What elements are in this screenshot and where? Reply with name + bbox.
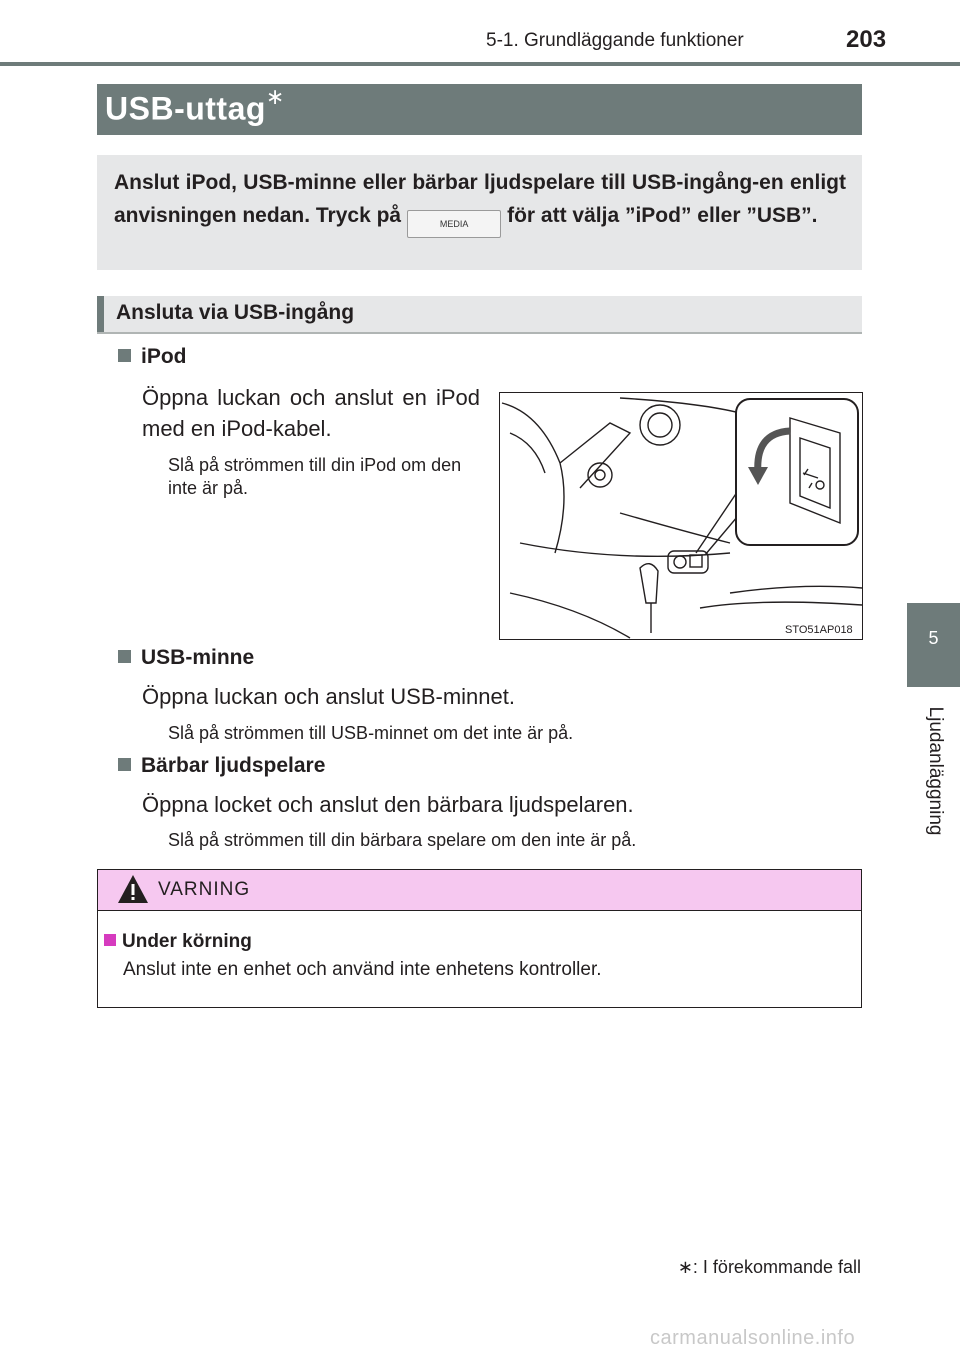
footnote-text: : I förekommande fall — [692, 1257, 861, 1277]
intro-text-after: för att välja ”iPod” eller ”USB”. — [507, 204, 818, 227]
intro-text — [114, 166, 846, 238]
page-number: 203 — [846, 26, 887, 53]
page-title-text: USB-uttag — [105, 90, 266, 127]
item-heading-text: USB-minne — [141, 646, 255, 669]
header-rule — [0, 62, 960, 66]
intro-text-before: Anslut iPod, USB-minne eller bärbar ljudspelare till USB-ingång-en enligt anvisningen nedan. Tryck på — [114, 171, 846, 227]
warning-triangle-icon — [116, 873, 150, 905]
chapter-number: 5 — [928, 628, 939, 648]
media-button-icon: MEDIA — [407, 210, 501, 238]
item-heading-text: Bärbar ljudspelare — [141, 754, 326, 777]
item-heading-portable — [118, 754, 325, 778]
warning-title: VARNING — [158, 879, 251, 900]
square-bullet-icon — [118, 650, 131, 663]
title-asterisk: ∗ — [265, 84, 285, 109]
warning-heading-text: Under körning — [122, 931, 252, 952]
item-heading-ipod — [118, 345, 187, 369]
header-section-title: 5-1. Grundläggande funktioner — [486, 30, 744, 51]
footnote — [660, 1257, 861, 1278]
usb-port-illustration — [499, 392, 863, 640]
section-bar-underline — [97, 332, 862, 334]
footnote-asterisk: ∗ — [677, 1257, 693, 1277]
square-bullet-icon — [104, 934, 116, 946]
item-note-ipod: Slå på strömmen till din iPod om den inte är på. — [168, 455, 462, 498]
watermark: carmanualsonline.info — [650, 1327, 856, 1349]
chapter-label: Ljudanläggning — [925, 706, 946, 836]
item-heading-text: iPod — [141, 345, 187, 368]
square-bullet-icon — [118, 758, 131, 771]
square-bullet-icon — [118, 349, 131, 362]
page-title — [105, 84, 285, 128]
figure-code: STO51AP018 — [785, 624, 853, 636]
item-note-usb: Slå på strömmen till USB-minnet om det inte är på. — [168, 723, 574, 743]
item-instruction-ipod: Öppna luckan och anslut en iPod med en iPod-kabel. — [142, 385, 480, 441]
section-bar-accent — [97, 296, 104, 332]
warning-heading — [104, 931, 252, 953]
item-instruction-usb: Öppna luckan och anslut USB-minnet. — [142, 684, 515, 709]
warning-text: Anslut inte en enhet och använd inte enhetens kontroller. — [123, 959, 602, 980]
item-instruction-portable: Öppna locket och anslut den bärbara ljudspelaren. — [142, 792, 634, 817]
item-heading-usb — [118, 646, 254, 670]
section-title: Ansluta via USB-ingång — [116, 301, 355, 324]
item-note-portable: Slå på strömmen till din bärbara spelare om den inte är på. — [168, 830, 637, 850]
dashboard-drawing-icon — [500, 393, 862, 639]
